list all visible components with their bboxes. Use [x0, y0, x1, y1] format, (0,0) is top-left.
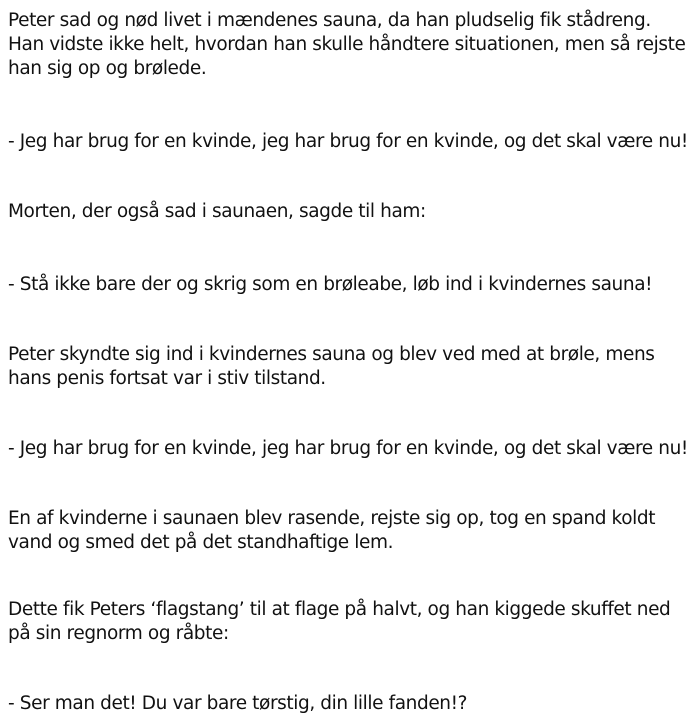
dialogue-line: - Ser man det! Du var bare tørstig, din lille fanden!?: [8, 693, 468, 714]
paragraph: Peter skyndte sig ind i kvindernes sauna og blev ved med at brøle, mens hans penis fortsat var i stiv tilstand.: [8, 344, 655, 389]
paragraph-spacer: [8, 555, 688, 598]
paragraph: Dette fik Peters ‘flagstang’ til at flage på halvt, og han kiggede skuffet ned på sin regnorm og råbte:: [8, 599, 671, 644]
document-body: [8, 9, 688, 716]
paragraph: Peter sad og nød livet i mændenes sauna, da han pludselig fik stådreng. Han vidste ikke helt, hvordan han skulle håndtere situationen, men så rejste han sig op og brølede.: [8, 10, 686, 79]
paragraph-spacer: [8, 154, 688, 200]
dialogue-line: - Jeg har brug for en kvinde, jeg har brug for en kvinde, og det skal være nu!: [8, 131, 688, 152]
paragraph-spacer: [8, 391, 688, 437]
paragraph-spacer: [8, 646, 688, 692]
paragraph-spacer: [8, 461, 688, 507]
paragraph: Morten, der også sad i saunaen, sagde til ham:: [8, 201, 426, 222]
paragraph-spacer: [8, 81, 688, 130]
paragraph-spacer: [8, 224, 688, 273]
dialogue-line: - Jeg har brug for en kvinde, jeg har brug for en kvinde, og det skal være nu!: [8, 438, 688, 459]
dialogue-line: - Stå ikke bare der og skrig som en brøleabe, løb ind i kvindernes sauna!: [8, 274, 653, 295]
paragraph: En af kvinderne i saunaen blev rasende, rejste sig op, tog en spand koldt vand og smed det på det standhaftige lem.: [8, 508, 656, 553]
paragraph-spacer: [8, 297, 688, 343]
